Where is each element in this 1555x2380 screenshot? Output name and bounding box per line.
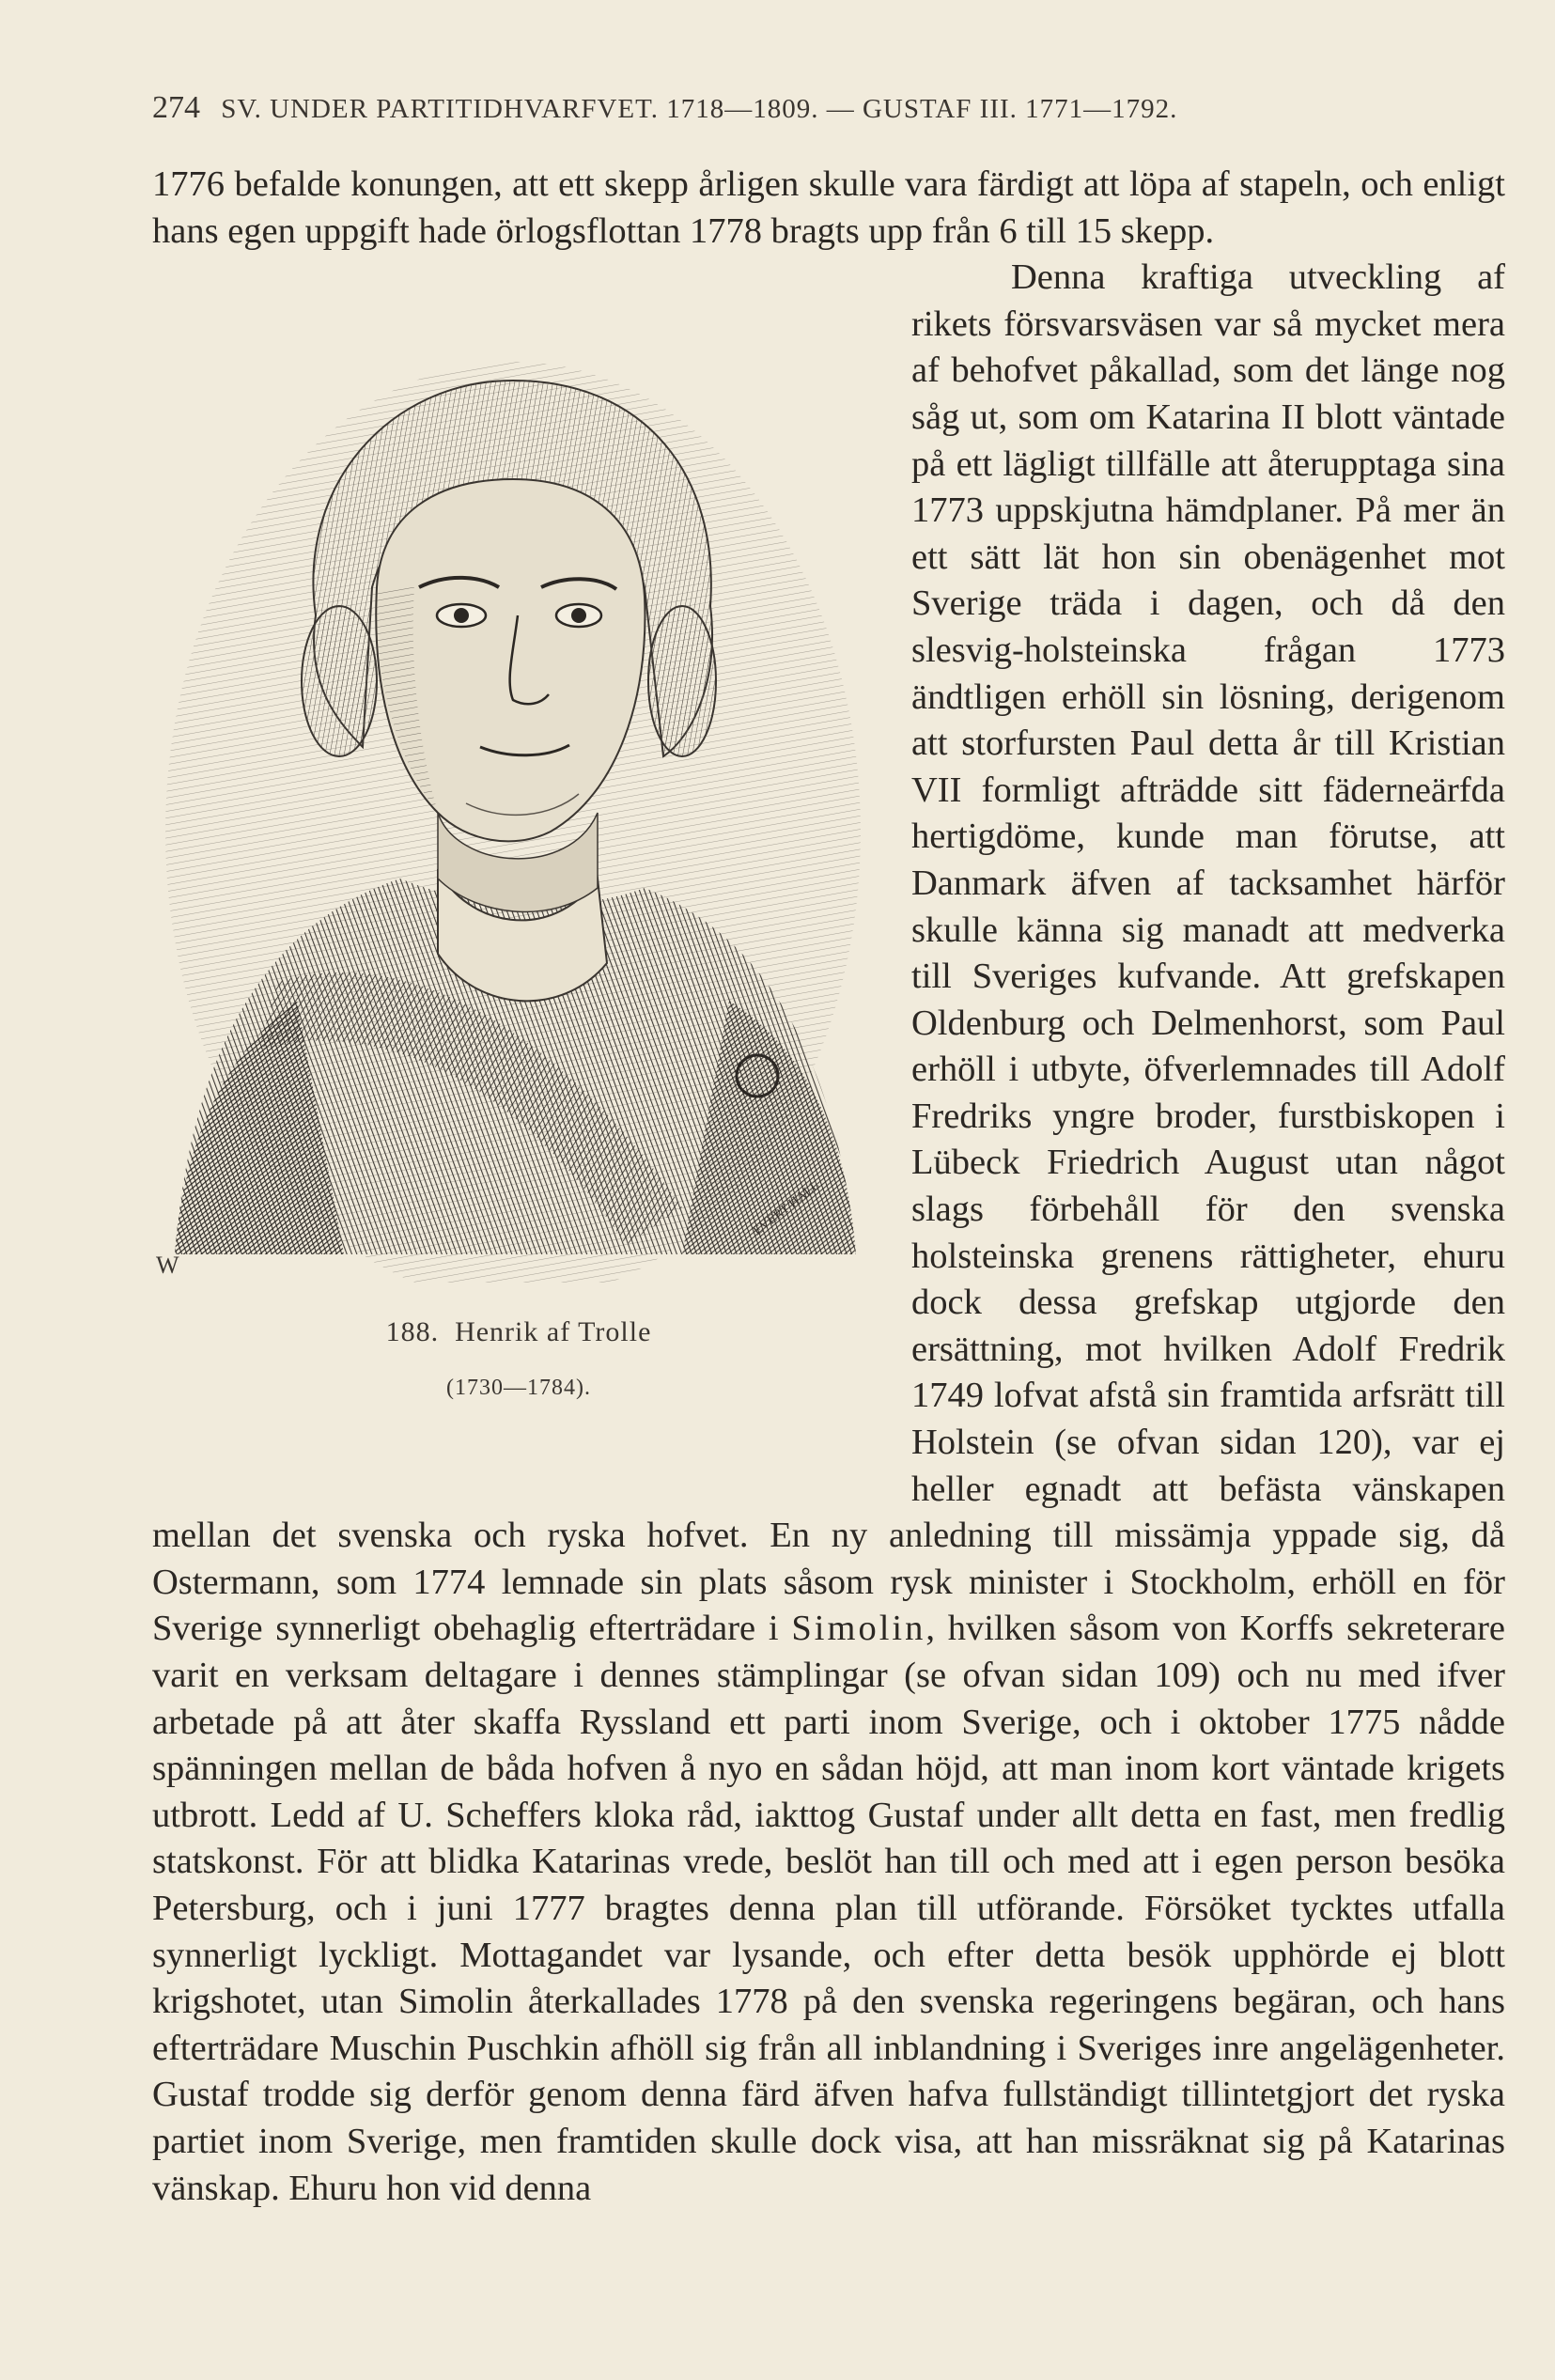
- emphasized-name: Simolin: [791, 1609, 926, 1649]
- caption-dates: (1730—1784).: [446, 1375, 591, 1400]
- portrait-figure: [152, 255, 885, 1482]
- body-text: [152, 162, 1505, 2212]
- running-title: SV. UNDER PARTITIDHVARFVET. 1718—1809. — GUSTAF III. 1771—1792.: [221, 94, 1178, 124]
- figure-caption: [152, 1309, 885, 1411]
- paragraph-2-part-b: , hvilken såsom von Korffs sekreterare varit en verksam deltagare i dennes stämplingar (se ofvan sidan 109) och nu med ifver arbetade på att åter skaffa Ryssland ett parti inom Sverige, och i oktober 1775 nådde spänningen mellan de båda hofven å nyo en sådan höjd, att man inom kort väntade krigets utbrott. Ledd af U. Scheffers kloka råd, iakttog Gustaf under allt detta en fast, men fredlig statskonst. För att blidka Katarinas vrede, beslöt han till och med att i egen person besöka Petersburg, och i juni 1777 bragtes denna plan till utförande. Försöket tycktes utfalla synnerligt lyckligt. Mottagandet var lysande, och efter detta besök upphörde ej blott krigshotet, utan Simolin återkallades 1778 på den svenska regeringens begäran, och hans efterträdare Muschin Puschkin afhöll sig från all inblandning i Sveriges inre angelägenheter. Gustaf trodde sig derför genom denna färd äfven hafva fullständigt tillintetgjort det ryska partiet inom Sverige, men framtiden skulle dock visa, att han missräknat sig på Katarinas vänskap. Ehuru hon vid denna: [152, 1609, 1505, 2208]
- svg-text:W: W: [156, 1252, 179, 1280]
- running-header: [152, 90, 1449, 137]
- portrait-engraving: [156, 305, 870, 1283]
- paragraph-2-part-a: Denna kraftiga utveckling af rikets försvarsväsen var så mycket mera af behofvet påkallad, som det länge nog såg ut, som om Katarina II blott väntade på ett lägligt tillfälle att återupptaga sina 1773 uppskjutna hämdplaner. På mer än ett sätt lät hon sin obenägenhet mot Sverige träda i dagen, och då den slesvig-holsteinska frågan 1773 ändtligen erhöll sin lösning, derigenom att storfursten Paul detta år till Kristian VII formligt afträdde sitt fäderneärfda hertigdöme, kunde man förutse, att Danmark äfven af tacksamhet härför skulle känna sig manadt att medverka till Sveriges kufvande. Att grefskapen Oldenburg och Delmenhorst, som Paul erhöll i utbyte, öfverlemnades till Adolf Fredriks yngre broder, furstbiskopen i Lübeck Friedrich August utan något slags förbehåll för den svenska holsteinska grenens rättigheter, ehuru dock dessa grefskap utgjorde den ersättning, mot hvilken Adolf Fredrik 1749 lofvat afstå sin framtida arfsrätt till Holstein (se ofvan sidan 120), var ej heller egnadt att befästa vänskapen mellan det svenska och ryska hofvet. En ny anledning till missämja yppade sig, då Ostermann, som 1774 lemnade sin plats såsom rysk minister i Stockholm, erhöll en för Sverige synnerligt obehaglig efterträdare i: [152, 257, 1505, 1649]
- engraver-signature: EVERT HALL: [751, 1178, 823, 1239]
- caption-number: 188.: [385, 1316, 440, 1348]
- paragraph-1: 1776 befalde konungen, att ett skepp årligen skulle vara färdigt att löpa af stapeln, och enligt hans egen uppgift hade örlogsflottan 1778 bragts upp från 6 till 15 skepp.: [152, 164, 1505, 251]
- page-number: 274: [152, 90, 200, 125]
- caption-name: Henrik af Trolle: [455, 1316, 652, 1348]
